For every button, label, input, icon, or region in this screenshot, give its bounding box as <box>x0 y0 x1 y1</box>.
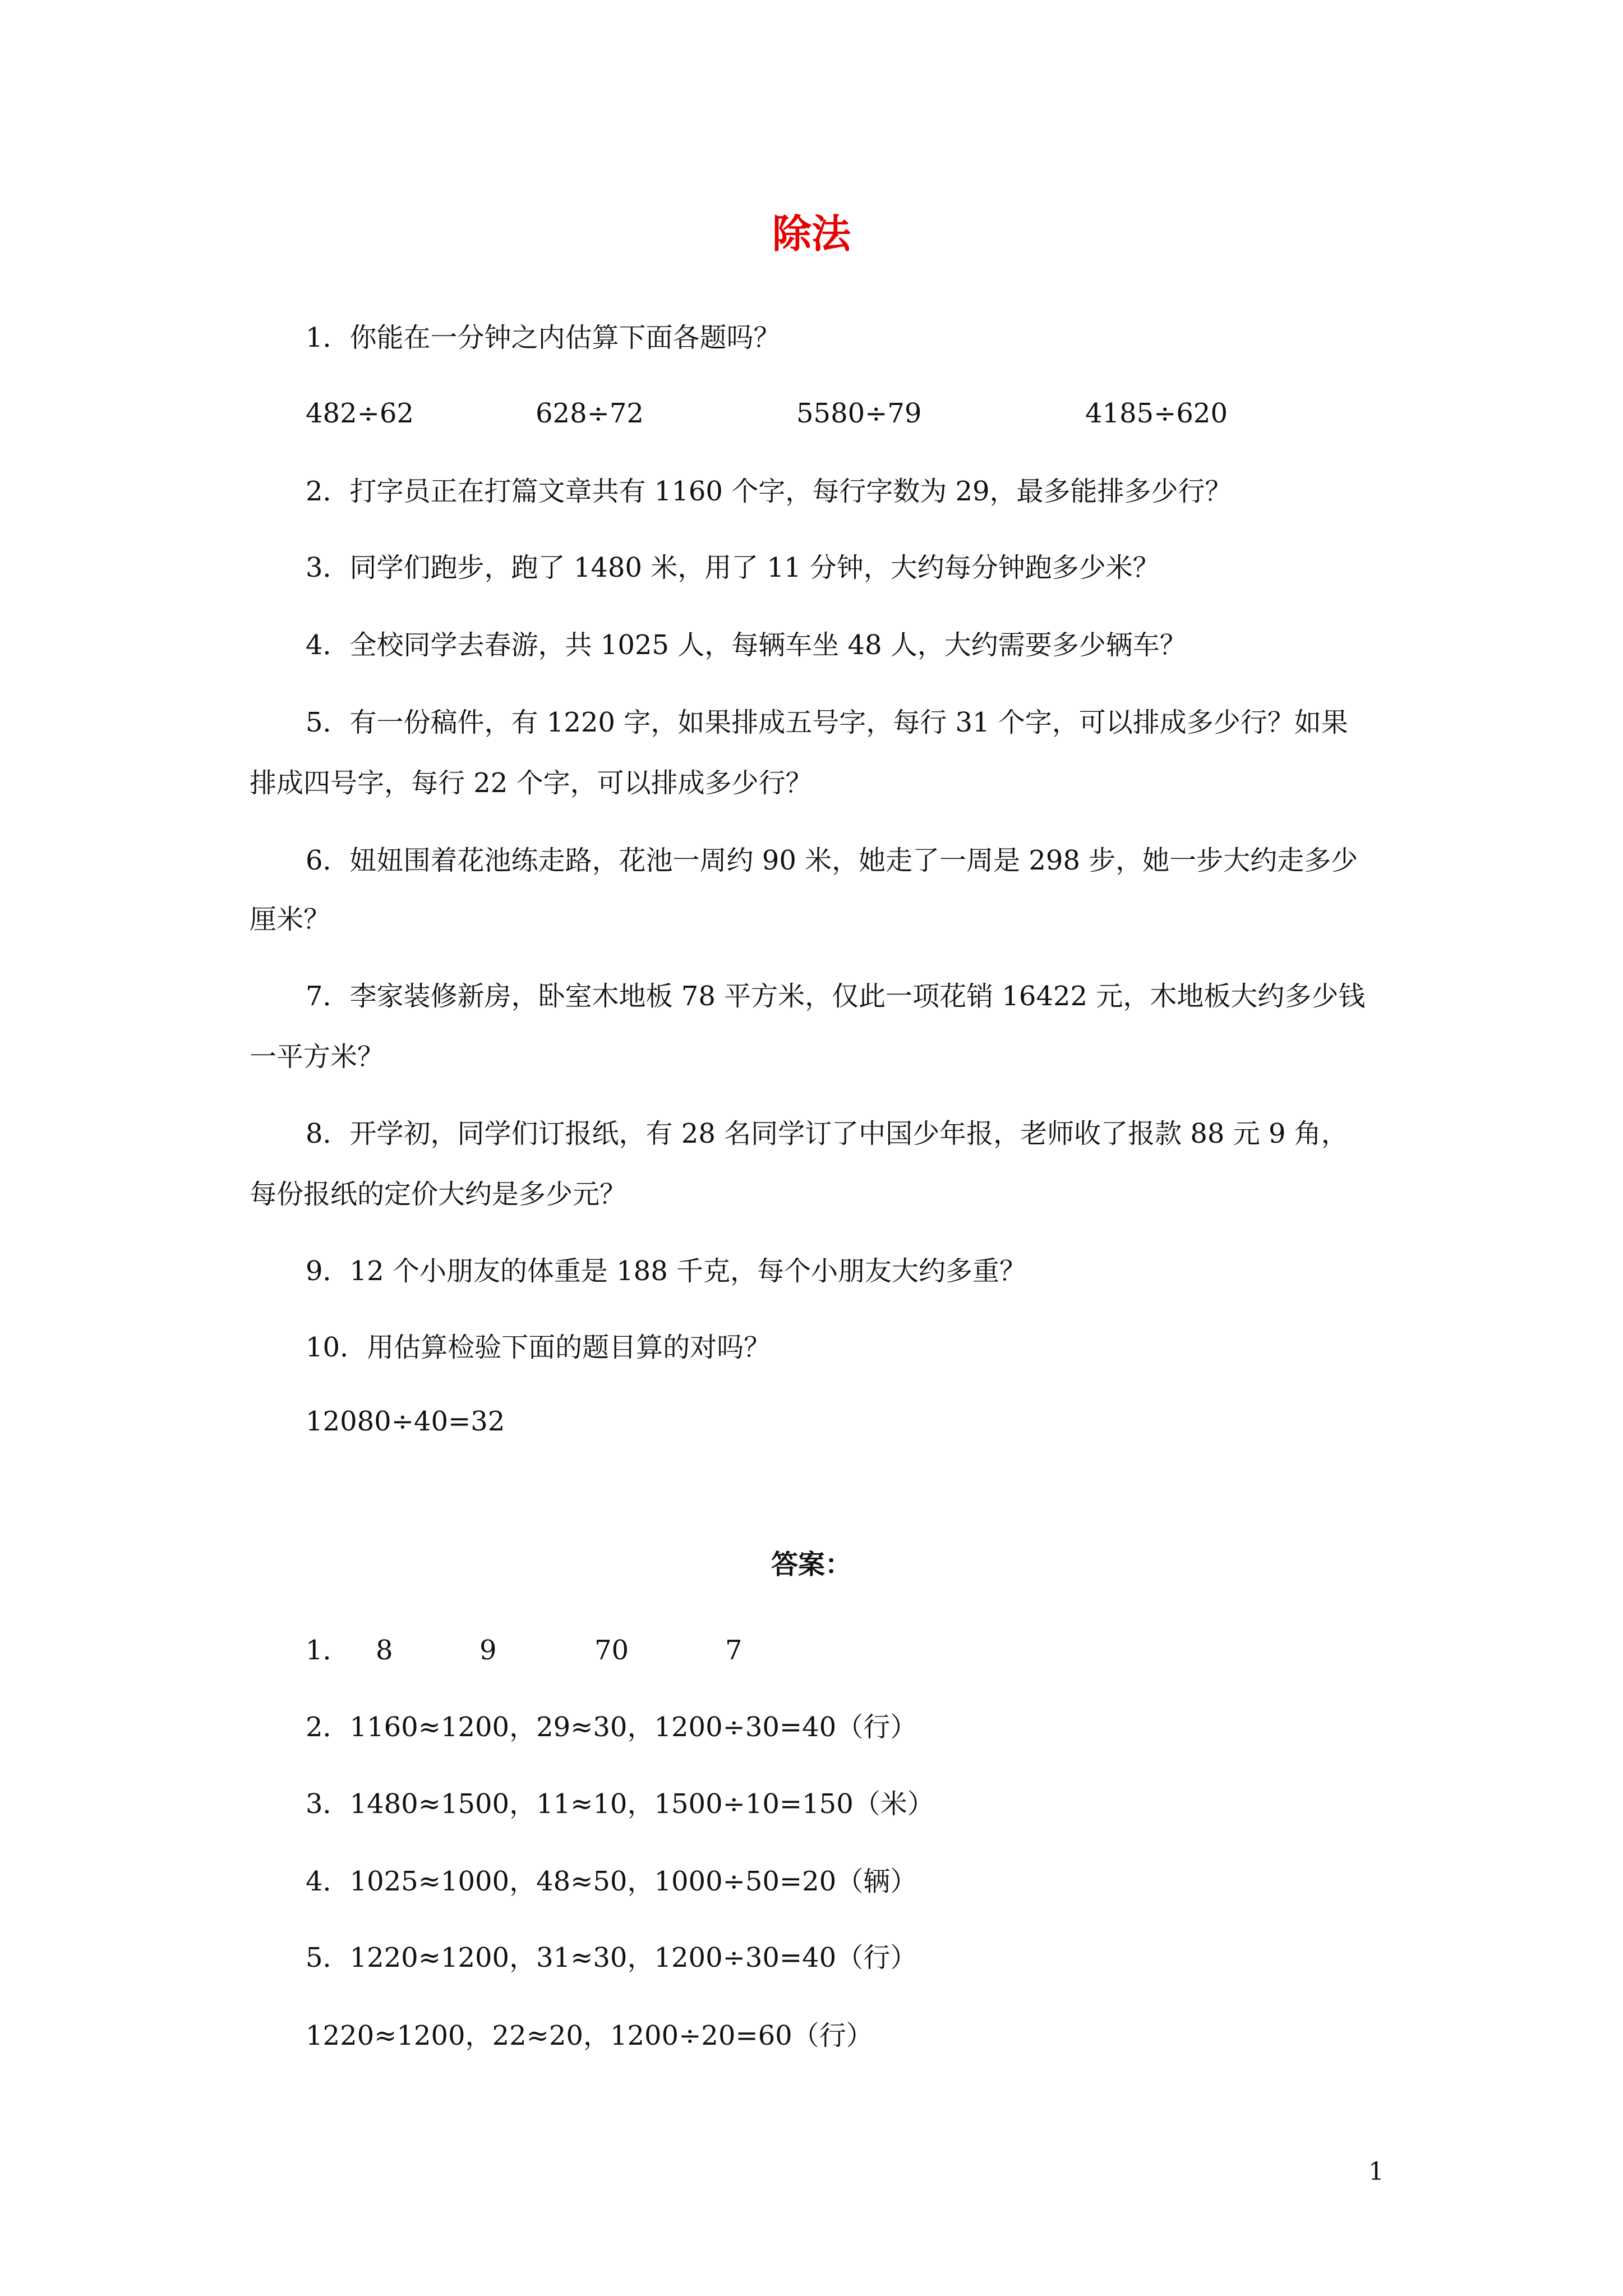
answer-5-extra: 1220≈1200，22≈20，1200÷20=60（行） <box>306 2020 873 2051</box>
q1-expression-4: 4185÷620 <box>1085 398 1228 429</box>
question-5-line-2: 排成四号字，每行 22 个字，可以排成多少行？ <box>250 767 813 799</box>
q1-expression-2: 628÷72 <box>536 398 644 429</box>
question-10: 10．用估算检验下面的题目算的对吗？ <box>306 1332 771 1363</box>
question-1: 1．你能在一分钟之内估算下面各题吗？ <box>306 322 781 353</box>
question-6-line-1: 6．妞妞围着花池练走路，花池一周约 90 米，她走了一周是 298 步，她一步大约走多少 <box>306 845 1358 876</box>
question-4: 4．全校同学去春游，共 1025 人，每辆车坐 48 人，大约需要多少辆车？ <box>306 629 1187 661</box>
question-3: 3．同学们跑步，跑了 1480 米，用了 11 分钟，大约每分钟跑多少米？ <box>306 552 1160 583</box>
question-7-line-2: 一平方米？ <box>250 1041 385 1073</box>
answer-1-label: 1． <box>306 1635 350 1666</box>
answer-1-value-3: 70 <box>594 1635 629 1666</box>
q1-expression-3: 5580÷79 <box>796 398 922 429</box>
question-5-line-1: 5．有一份稿件，有 1220 字，如果排成五号字，每行 31 个字，可以排成多少行？如果 <box>306 707 1348 738</box>
page-title: 除法 <box>772 210 851 257</box>
question-8-line-2: 每份报纸的定价大约是多少元？ <box>250 1179 627 1210</box>
answer-2: 2．1160≈1200，29≈30，1200÷30=40（行） <box>306 1711 917 1743</box>
q1-expression-1: 482÷62 <box>306 398 414 429</box>
question-9: 9．12 个小朋友的体重是 188 千克，每个小朋友大约多重？ <box>306 1255 1027 1287</box>
answer-1-value-4: 7 <box>725 1635 743 1666</box>
answers-heading: 答案： <box>771 1549 852 1580</box>
question-2: 2．打字员正在打篇文章共有 1160 个字，每行字数为 29，最多能排多少行？ <box>306 476 1232 507</box>
answer-4: 4．1025≈1000，48≈50，1000÷50=20（辆） <box>306 1866 917 1897</box>
answer-1-value-1: 8 <box>376 1635 393 1666</box>
question-7-line-1: 7．李家装修新房，卧室木地板 78 平方米，仅此一项花销 16422 元，木地板大约多少钱 <box>306 981 1366 1012</box>
page-number: 1 <box>1368 2157 1384 2186</box>
question-8-line-1: 8．开学初，同学们订报纸，有 28 名同学订了中国少年报，老师收了报款 88 元 9 角， <box>306 1118 1348 1149</box>
answer-5: 5．1220≈1200，31≈30，1200÷30=40（行） <box>306 1942 917 1973</box>
question-6-line-2: 厘米？ <box>250 904 331 935</box>
answer-3: 3．1480≈1500，11≈10，1500÷10=150（米） <box>306 1788 934 1820</box>
answer-1-value-2: 9 <box>479 1635 497 1666</box>
question-10-expression: 12080÷40=32 <box>306 1406 505 1437</box>
